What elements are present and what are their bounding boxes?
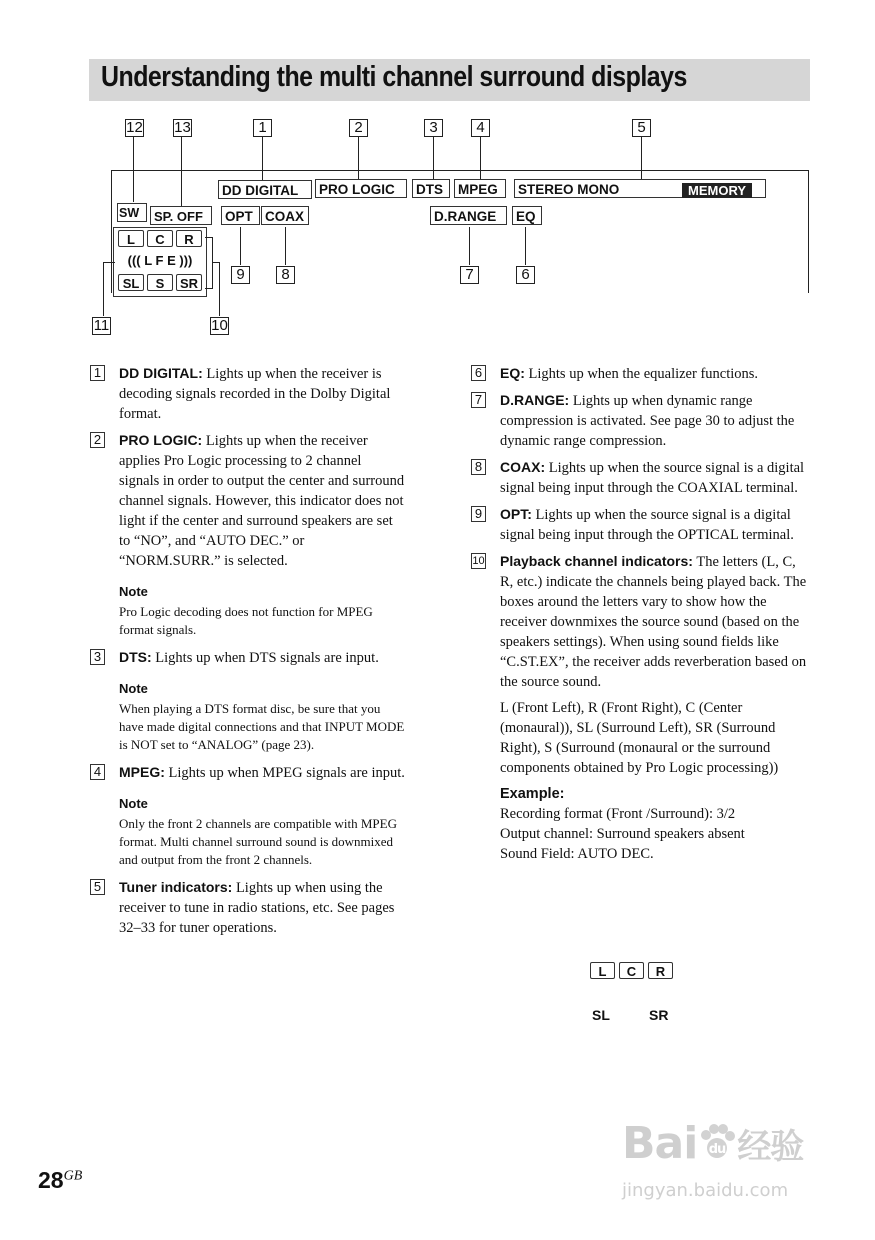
leader-11-h: [103, 262, 115, 263]
example-box-c: C: [619, 962, 644, 979]
item-text: The letters (L, C, R, etc.) indicate the channels being played back. The boxes around the letters vary to show how the receiver downmixes the source sound (based on the speakers settings). When using sound fields like “C.ST.EX”, the receiver adds reverberation based on the source sound.: [500, 554, 807, 690]
indicator-opt: OPT: [221, 206, 260, 225]
item-label: DTS:: [119, 649, 152, 665]
indicator-coax: COAX: [261, 206, 309, 225]
callout-7: 7: [460, 266, 479, 284]
note-heading: Note: [119, 681, 148, 696]
example-line-2: Output channel: Surround speakers absent: [500, 826, 745, 842]
callout-1: 1: [253, 119, 272, 137]
digital-label: DIGITAL: [245, 183, 299, 198]
item-6: [471, 363, 809, 384]
item-text: Lights up when DTS signals are input.: [151, 650, 379, 666]
dolby-icon: DD: [222, 183, 242, 198]
item-number: 4: [90, 764, 105, 780]
item-9: [471, 504, 809, 545]
item-text: Lights up when the receiver applies Pro Logic processing to 2 channel signals in order to output the center and surround channel signals. However, this indicator does not light if the center and surround speakers are set to “NO”, and “AUTO DEC.” or “NORM.SURR.” is selected.: [119, 433, 405, 569]
item-number: 1: [90, 365, 105, 381]
item-number: 8: [471, 459, 486, 475]
page-number-value: 28: [38, 1167, 64, 1193]
note-1: [90, 583, 405, 639]
indicator-sw: SW: [117, 203, 147, 222]
callout-8: 8: [276, 266, 295, 284]
item-number: 10: [472, 555, 485, 567]
item-label: COAX:: [500, 459, 546, 475]
indicator-eq: EQ: [512, 206, 542, 225]
example-line-1: Recording format (Front /Surround): 3/2: [500, 806, 736, 822]
left-column: [90, 363, 405, 944]
page-number: [38, 1167, 82, 1194]
item-text: Lights up when the equalizer functions.: [524, 366, 759, 382]
leader-11: [103, 262, 104, 316]
item-1: [90, 363, 405, 424]
callout-9: 9: [231, 266, 250, 284]
item-text: Lights up when the source signal is a digital signal being input through the OPTICAL terminal.: [500, 507, 794, 543]
note-2: [90, 680, 405, 754]
item-label: PRO LOGIC:: [119, 432, 203, 448]
watermark-logo-text: Bai: [622, 1118, 698, 1169]
channel-l: L: [118, 230, 144, 247]
example-sl: SL: [592, 1007, 610, 1023]
note-3: [90, 795, 405, 869]
item-7: [471, 390, 809, 451]
item-number: 9: [471, 506, 486, 522]
item-text: Lights up when using the receiver to tune in radio stations, etc. See pages 32–33 for tuner operations.: [119, 880, 395, 936]
watermark-cn: 经验: [737, 1127, 804, 1167]
item-label: DD DIGITAL:: [119, 365, 203, 381]
channel-sl: SL: [118, 274, 144, 291]
indicator-dolby-digital: [218, 180, 312, 199]
callout-4: 4: [471, 119, 490, 137]
memory-indicator: MEMORY: [682, 183, 752, 198]
item-number: 5: [90, 879, 105, 895]
watermark-logo: [622, 1118, 803, 1169]
example-sr: SR: [649, 1007, 669, 1023]
indicator-mpeg: MPEG: [454, 179, 506, 198]
indicator-d-range: D.RANGE: [430, 206, 507, 225]
example-block: [471, 784, 809, 864]
note-heading: Note: [119, 796, 148, 811]
indicator-sp-off: SP. OFF: [150, 206, 212, 225]
callout-12: 12: [126, 119, 143, 136]
bracket-10: [205, 237, 213, 289]
note-text: Pro Logic decoding does not function for MPEG format signals.: [119, 604, 373, 637]
svg-text:du: du: [709, 1142, 726, 1157]
lfe-indicator: ((( L F E ))): [127, 253, 193, 268]
channel-c: C: [147, 230, 173, 247]
item-number: 3: [90, 649, 105, 665]
item-4: [90, 762, 405, 783]
channel-r: R: [176, 230, 202, 247]
callout-11: 11: [93, 317, 110, 334]
example-box-r: R: [648, 962, 673, 979]
watermark-url: jingyan.baidu.com: [622, 1180, 789, 1201]
item-10: [471, 551, 809, 692]
leader-9: [240, 227, 241, 265]
page-suffix: GB: [63, 1168, 83, 1184]
item-5: [90, 877, 405, 938]
callout-6: 6: [516, 266, 535, 284]
stereo-mono-label: STEREO MONO: [518, 182, 620, 197]
leader-8: [285, 227, 286, 265]
leader-6: [525, 227, 526, 265]
item-text: Lights up when the source signal is a digital signal being input through the COAXIAL terminal.: [500, 460, 805, 496]
item-label: OPT:: [500, 506, 532, 522]
item-number: 2: [90, 432, 105, 448]
indicator-dts: DTS: [412, 179, 450, 198]
callout-13: 13: [174, 119, 191, 136]
leader-7: [469, 227, 470, 265]
channel-sr: SR: [176, 274, 202, 291]
indicator-pro-logic: PRO LOGIC: [315, 179, 407, 198]
leader-10: [219, 262, 220, 316]
example-box-l: L: [590, 962, 615, 979]
item-text: Lights up when dynamic range compression is activated. See page 30 to adjust the dynamic range compression.: [500, 393, 795, 449]
item-label: MPEG:: [119, 764, 165, 780]
item-label: D.RANGE:: [500, 392, 570, 408]
item-number: 6: [471, 365, 486, 381]
callout-3: 3: [424, 119, 443, 137]
paw-icon: [697, 1122, 737, 1162]
right-column: [471, 363, 809, 870]
example-heading: Example:: [500, 786, 565, 802]
item-8: [471, 457, 809, 498]
item-label: Tuner indicators:: [119, 879, 233, 895]
item-2: [90, 430, 405, 571]
item-label: EQ:: [500, 365, 525, 381]
page-title: Understanding the multi channel surround displays: [101, 61, 687, 93]
callout-5: 5: [632, 119, 651, 137]
item-text: Lights up when MPEG signals are input.: [164, 765, 405, 781]
note-text: When playing a DTS format disc, be sure that you have made digital connections and that INPUT MODE is NOT set to “ANALOG” (page 23).: [119, 701, 405, 752]
callout-2: 2: [349, 119, 368, 137]
item-label: Playback channel indicators:: [500, 553, 693, 569]
callout-10: 10: [211, 317, 228, 334]
note-text: Only the front 2 channels are compatible with MPEG format. Multi channel surround sound is downmixed and output from the front 2 channels.: [119, 816, 397, 867]
item-3: [90, 647, 405, 668]
channel-legend: L (Front Left), R (Front Right), C (Center (monaural)), SL (Surround Left), SR (Surround Right), S (Surround (monaural or the surround components obtained by Pro Logic processing)): [500, 700, 779, 776]
channel-s: S: [147, 274, 173, 291]
note-heading: Note: [119, 584, 148, 599]
item-number: 7: [471, 392, 486, 408]
item-text: Lights up when the receiver is decoding signals recorded in the Dolby Digital format.: [119, 366, 391, 422]
example-line-3: Sound Field: AUTO DEC.: [500, 846, 654, 862]
